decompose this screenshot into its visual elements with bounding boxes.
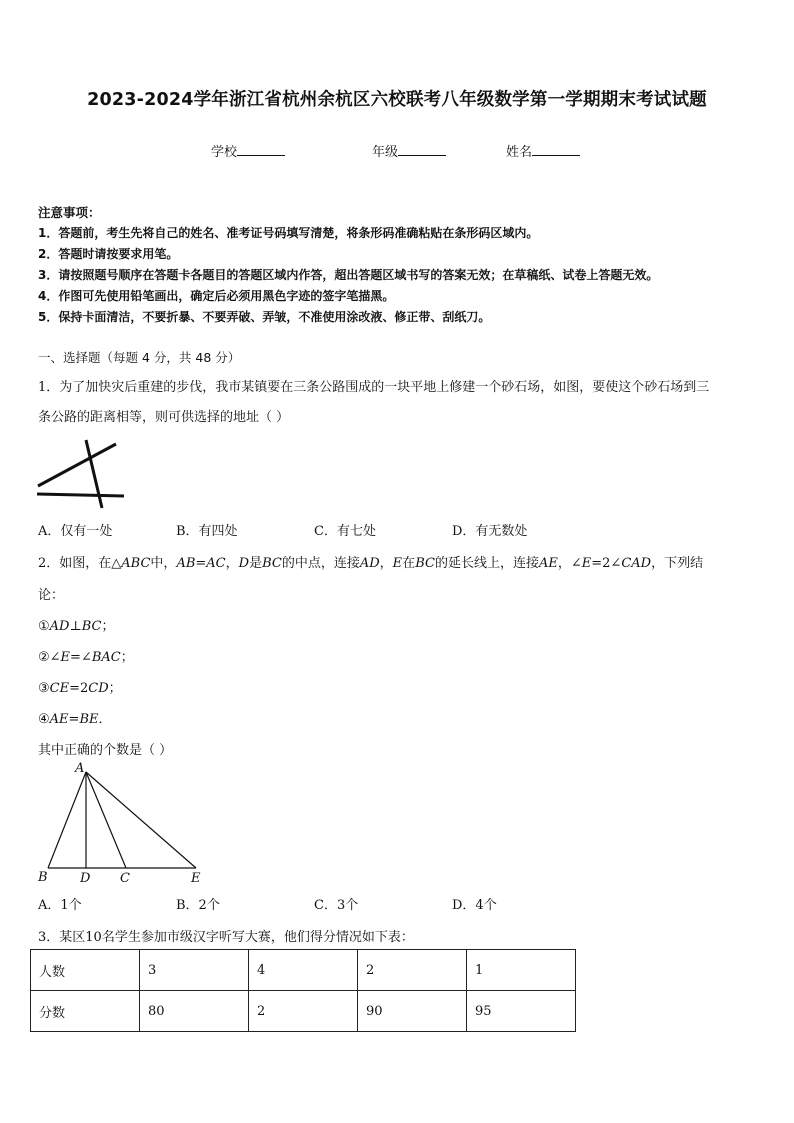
grade-label: 年级 (372, 145, 399, 160)
school-field (211, 141, 285, 160)
q2-conclusion-4: ④AE=BE． (38, 712, 112, 727)
segment-ae (86, 772, 196, 868)
q1-option-a: A．仅有一处 (38, 524, 113, 539)
notice-item: 4．作图可先使用铅笔画出，确定后必须用黑色字迹的签字笔描黑。 (38, 289, 395, 303)
q3-text: 3．某区10名学生参加市级汉字听写大赛，他们得分情况如下表： (38, 930, 414, 945)
q1-option-c: C．有七处 (314, 524, 376, 539)
road-line (37, 494, 124, 496)
q2-question: 其中正确的个数是（ ） (38, 743, 173, 758)
notice-item: 5．保持卡面清洁，不要折暴、不要弄破、弄皱，不准使用涂改液、修正带、刮纸刀。 (38, 310, 491, 324)
q1-option-b: B．有四处 (176, 524, 238, 539)
notice-title: 注意事项： (38, 205, 101, 220)
label-c: C (120, 871, 130, 886)
q2-option-c: C．3个 (314, 898, 359, 913)
grade-blank (398, 144, 446, 156)
name-blank (532, 144, 580, 156)
school-label: 学校 (211, 145, 238, 160)
q2-conclusion-3: ③CE=2CD； (38, 681, 122, 696)
q1-text-line2: 条公路的距离相等，则可供选择的地址（ ） (38, 410, 290, 425)
table-cell: 4 (249, 950, 358, 991)
table-cell: 90 (358, 991, 467, 1032)
notice-item: 3．请按照题号顺序在答题卡各题目的答题区域内作答，超出答题区域书写的答案无效；在草稿纸、试卷上答题无效。 (38, 268, 659, 282)
q2-conclusion-2: ②∠E=∠BAC； (38, 650, 134, 665)
road-line (38, 444, 116, 486)
table-cell: 人数 (31, 950, 140, 991)
name-field (506, 141, 580, 160)
road-line (86, 440, 102, 508)
notice-item: 1．答题前，考生先将自己的姓名、准考证号码填写清楚，将条形码准确粘贴在条形码区域内。 (38, 226, 539, 240)
table-cell: 80 (140, 991, 249, 1032)
q2-option-d: D．4个 (452, 898, 497, 913)
q2-text-line2: 论： (38, 588, 65, 603)
paper-title: 2023-2024学年浙江省杭州余杭区六校联考八年级数学第一学期期末考试试题 (87, 90, 707, 110)
label-b: B (38, 870, 48, 885)
label-a: A (75, 761, 85, 776)
table-cell: 2 (358, 950, 467, 991)
table-cell: 3 (140, 950, 249, 991)
q2-conclusion-1: ①AD⊥BC； (38, 619, 115, 634)
q1-text-line1: 1．为了加快灾后重建的步伐，我市某镇要在三条公路围成的一块平地上修建一个砂石场，如图，要使这个砂石场到三 (38, 380, 710, 395)
q1-option-d: D．有无数处 (452, 524, 528, 539)
table-cell: 分数 (31, 991, 140, 1032)
school-blank (237, 144, 285, 156)
label-d: D (80, 871, 91, 886)
q2-text-line1: 2．如图，在△ABC中，AB=AC，D是BC的中点，连接AD，E在BC的延长线上，连接AE，∠E=2∠CAD，下列结 (38, 556, 704, 571)
notice-item: 2．答题时请按要求用笔。 (38, 247, 179, 261)
grade-field (372, 141, 446, 160)
table-row (31, 991, 576, 1032)
table-cell: 1 (467, 950, 576, 991)
triangle-figure (32, 760, 212, 888)
table-row (31, 950, 576, 991)
table-cell: 95 (467, 991, 576, 1032)
three-roads-figure (34, 434, 128, 510)
q2-option-a: A．1个 (38, 898, 82, 913)
section-header: 一、选择题（每题 4 分，共 48 分） (38, 350, 241, 365)
table-cell: 2 (249, 991, 358, 1032)
segment-ab (48, 772, 86, 868)
segment-ac (86, 772, 126, 868)
name-label: 姓名 (506, 145, 533, 160)
label-e: E (191, 871, 201, 886)
q2-option-b: B．2个 (176, 898, 220, 913)
score-table (30, 949, 576, 1032)
